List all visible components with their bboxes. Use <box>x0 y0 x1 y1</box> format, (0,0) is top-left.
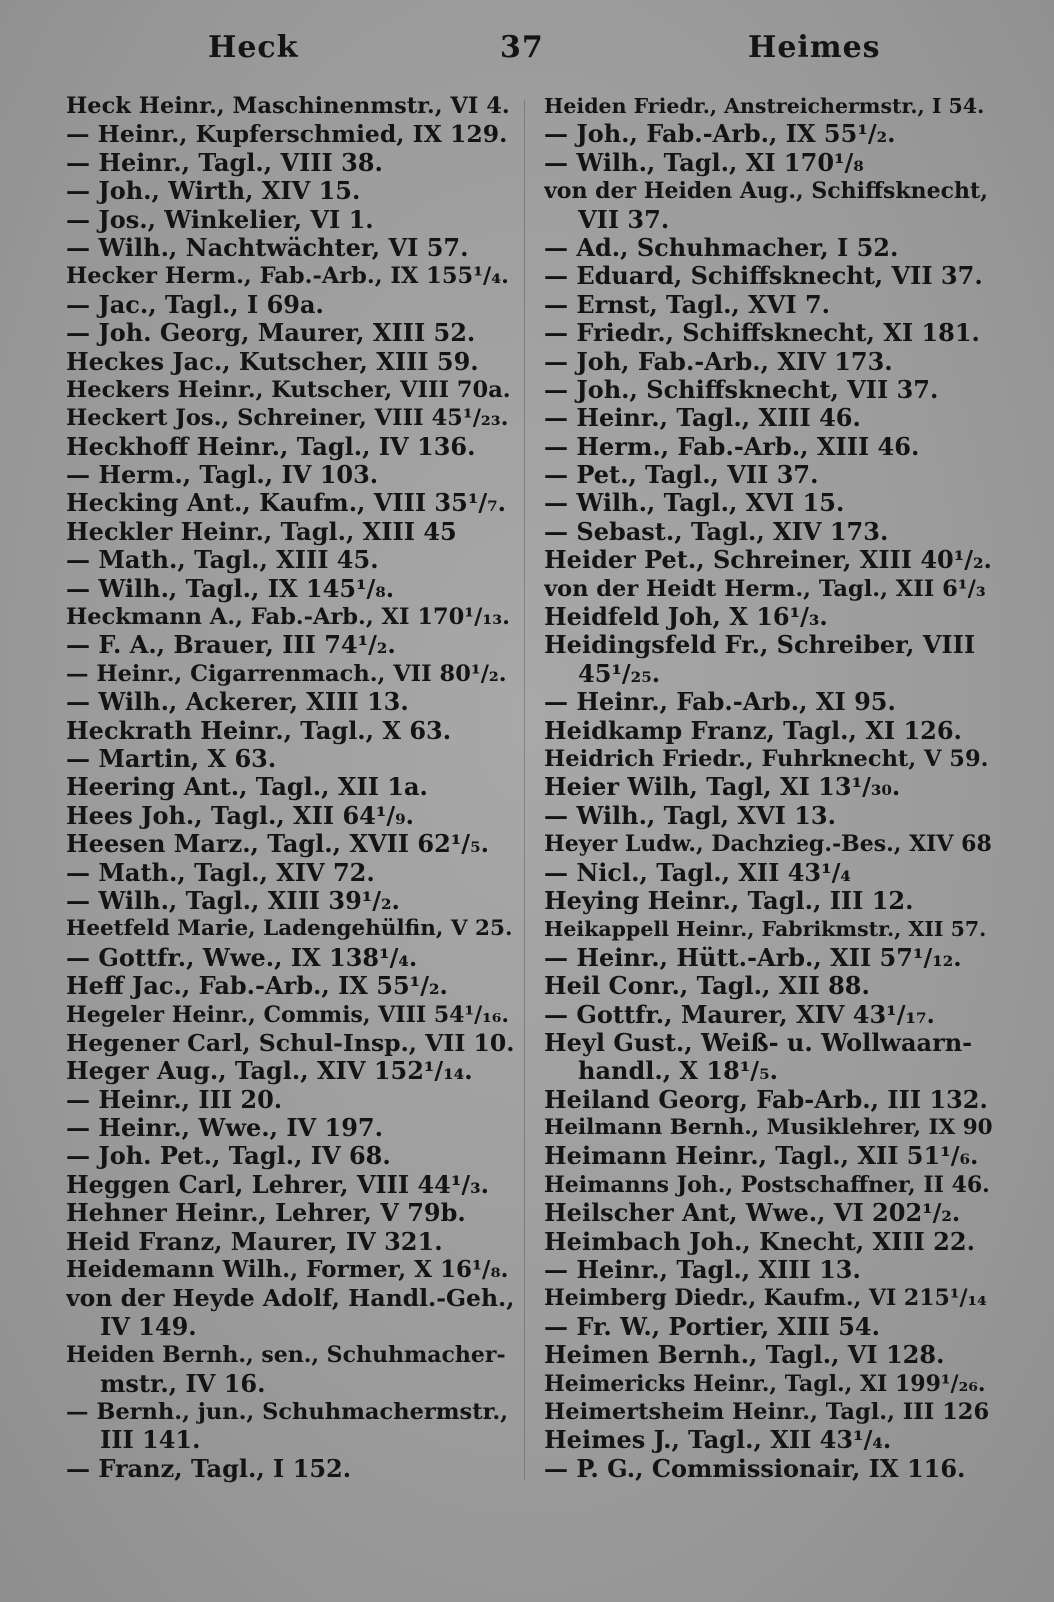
directory-entry: Heidkamp Franz, Tagl., XI 126. <box>544 716 962 745</box>
directory-entry: — Heinr., Fab.-Arb., XI 95. <box>544 688 896 717</box>
entry-continuation-line: 45¹/₂₅. <box>578 659 661 688</box>
directory-entry: — Gottfr., Maurer, XIV 43¹/₁₇. <box>544 1000 935 1029</box>
directory-entry: — Wilh., Tagl, XVI 13. <box>544 801 836 830</box>
directory-entry: — Herm., Tagl., IV 103. <box>66 461 379 490</box>
directory-entry: — Heinr., Wwe., IV 197. <box>66 1114 383 1143</box>
page-header <box>0 30 1054 70</box>
directory-entry: — Ernst, Tagl., XVI 7. <box>544 290 831 319</box>
directory-entry: Hecking Ant., Kaufm., VIII 35¹/₇. <box>66 489 506 518</box>
directory-entry: Heider Pet., Schreiner, XIII 40¹/₂. <box>544 546 992 575</box>
directory-entry: — Joh. Georg, Maurer, XIII 52. <box>66 319 476 348</box>
directory-entry: Heckhoff Heinr., Tagl., IV 136. <box>66 432 476 461</box>
directory-entry: — Friedr., Schiffsknecht, XI 181. <box>544 319 980 348</box>
directory-entry: — Heinr., Tagl., XIII 46. <box>544 404 861 433</box>
directory-entry: Heying Heinr., Tagl., III 12. <box>544 886 914 915</box>
directory-entry: Heimann Heinr., Tagl., XII 51¹/₆. <box>544 1142 979 1171</box>
header-left-keyword: Heck <box>208 30 299 65</box>
directory-entry: — Math., Tagl., XIII 45. <box>66 546 379 575</box>
directory-entry: — Martin, X 63. <box>66 744 277 773</box>
directory-entry: — Wilh., Nachtwächter, VI 57. <box>66 233 469 262</box>
directory-entry: Heger Aug., Tagl., XIV 152¹/₁₄. <box>66 1057 473 1086</box>
directory-entry: — Eduard, Schiffsknecht, VII 37. <box>544 262 983 291</box>
directory-entry: Heidrich Friedr., Fuhrknecht, V 59. <box>544 745 989 772</box>
directory-entry: Heimertsheim Heinr., Tagl., III 126 <box>544 1398 990 1425</box>
directory-entry: — Math., Tagl., XIV 72. <box>66 858 375 887</box>
directory-entry: Hees Joh., Tagl., XII 64¹/₉. <box>66 801 415 830</box>
directory-entry: — Wilh., Ackerer, XIII 13. <box>66 688 409 717</box>
column-divider <box>524 100 525 1480</box>
directory-entry: — Herm., Fab.-Arb., XIII 46. <box>544 432 920 461</box>
directory-entry: — Wilh., Tagl., XIII 39¹/₂. <box>66 886 400 915</box>
directory-entry: — Heinr., Tagl., XIII 13. <box>544 1256 861 1285</box>
directory-entry: — Wilh., Tagl., XVI 15. <box>544 489 845 518</box>
directory-entry: — Nicl., Tagl., XII 43¹/₄ <box>544 858 851 887</box>
directory-entry: — Heinr., Cigarrenmach., VII 80¹/₂. <box>66 660 507 687</box>
directory-entry: Heimes J., Tagl., XII 43¹/₄. <box>544 1426 892 1455</box>
directory-entry: Heckmann A., Fab.-Arb., XI 170¹/₁₃. <box>66 604 510 631</box>
directory-entry: Heff Jac., Fab.-Arb., IX 55¹/₂. <box>66 972 448 1001</box>
header-right-keyword: Heimes <box>748 30 881 65</box>
directory-entry: — Wilh., Tagl., IX 145¹/₈. <box>66 574 395 603</box>
directory-entry: Heiland Georg, Fab-Arb., III 132. <box>544 1085 988 1114</box>
directory-entry: — Joh., Schiffsknecht, VII 37. <box>544 375 939 404</box>
directory-entry: — Heinr., III 20. <box>66 1085 283 1114</box>
directory-entry: Heckrath Heinr., Tagl., X 63. <box>66 716 452 745</box>
directory-entry: — Joh. Pet., Tagl., IV 68. <box>66 1142 391 1171</box>
directory-entry: Heikappell Heinr., Fabrikmstr., XII 57. <box>544 917 987 942</box>
directory-entry: Hegener Carl, Schul-Insp., VII 10. <box>66 1028 514 1057</box>
directory-entry: — Pet., Tagl., VII 37. <box>544 461 819 490</box>
directory-entry: Heimen Bernh., Tagl., VI 128. <box>544 1341 945 1370</box>
directory-entry: Heesen Marz., Tagl., XVII 62¹/₅. <box>66 830 489 859</box>
entry-continuation-line: IV 149. <box>100 1312 197 1341</box>
directory-entry: — Gottfr., Wwe., IX 138¹/₄. <box>66 943 418 972</box>
directory-entry: Hegeler Heinr., Commis, VIII 54¹/₁₆. <box>66 1001 510 1028</box>
directory-entry: Heck Heinr., Maschinenmstr., VI 4. <box>66 93 510 119</box>
directory-entry: Heid Franz, Maurer, IV 321. <box>66 1227 443 1256</box>
directory-entry: Heckler Heinr., Tagl., XIII 45 <box>66 517 457 546</box>
directory-entry: Heilmann Bernh., Musiklehrer, IX 90 <box>544 1115 993 1141</box>
entry-continuation-line: mstr., IV 16. <box>100 1369 266 1398</box>
directory-entry: Heidfeld Joh, X 16¹/₃. <box>544 603 828 632</box>
directory-entry: Heimanns Joh., Postschaffner, II 46. <box>544 1171 990 1198</box>
directory-entry: Heidemann Wilh., Former, X 16¹/₈. <box>66 1256 509 1284</box>
directory-entry: Heimericks Heinr., Tagl., XI 199¹/₂₆. <box>544 1370 986 1397</box>
directory-entry: — Franz, Tagl., I 152. <box>66 1454 352 1483</box>
page-number: 37 <box>500 30 544 65</box>
directory-entry: Heckers Heinr., Kutscher, VIII 70a. <box>66 376 511 403</box>
directory-entry: Heil Conr., Tagl., XII 88. <box>544 972 870 1001</box>
directory-entry: — P. G., Commissionair, IX 116. <box>544 1454 966 1483</box>
left-column <box>66 92 514 1483</box>
directory-entry: Heier Wilh, Tagl, XI 13¹/₃₀. <box>544 773 901 802</box>
directory-entry: Heering Ant., Tagl., XII 1a. <box>66 773 428 802</box>
directory-entry: — Fr. W., Portier, XIII 54. <box>544 1312 880 1341</box>
directory-entry: von der Heidt Herm., Tagl., XII 6¹/₃ <box>544 575 986 602</box>
directory-entry: Heckes Jac., Kutscher, XIII 59. <box>66 347 479 376</box>
directory-entry: — Ad., Schuhmacher, I 52. <box>544 233 899 262</box>
directory-entry: Heimberg Diedr., Kaufm., VI 215¹/₁₄ <box>544 1285 987 1312</box>
directory-entry: — Heinr., Kupferschmied, IX 129. <box>66 120 508 149</box>
right-column <box>544 92 994 1483</box>
directory-entry: — Joh., Wirth, XIV 15. <box>66 177 361 206</box>
directory-entry: von der Heiden Aug., Schiffsknecht, <box>544 178 988 205</box>
directory-entry: Heckert Jos., Schreiner, VIII 45¹/₂₃. <box>66 405 509 432</box>
directory-entry: Heilscher Ant, Wwe., VI 202¹/₂. <box>544 1199 961 1228</box>
entry-continuation-line: VII 37. <box>578 205 670 234</box>
directory-entry: Hehner Heinr., Lehrer, V 79b. <box>66 1199 466 1228</box>
directory-entry: — Heinr., Tagl., VIII 38. <box>66 148 383 177</box>
directory-entry: — Jac., Tagl., I 69a. <box>66 290 324 319</box>
directory-entry: — Wilh., Tagl., XI 170¹/₈ <box>544 148 864 177</box>
directory-entry: Heiden Friedr., Anstreichermstr., I 54. <box>544 94 985 118</box>
directory-entry: Heiden Bernh., sen., Schuhmacher- <box>66 1342 506 1369</box>
directory-entry: — Bernh., jun., Schuhmachermstr., <box>66 1398 509 1425</box>
directory-entry: Heimbach Joh., Knecht, XIII 22. <box>544 1227 975 1256</box>
directory-entry: — Jos., Winkelier, VI 1. <box>66 205 374 234</box>
directory-entry: Heggen Carl, Lehrer, VIII 44¹/₃. <box>66 1170 490 1199</box>
entry-continuation-line: handl., X 18¹/₅. <box>578 1057 778 1086</box>
directory-entry: Heetfeld Marie, Ladengehülfin, V 25. <box>66 916 513 942</box>
directory-entry: — F. A., Brauer, III 74¹/₂. <box>66 631 396 660</box>
directory-entry: — Joh., Fab.-Arb., IX 55¹/₂. <box>544 120 896 149</box>
entry-continuation-line: III 141. <box>100 1426 201 1455</box>
directory-entry: Heidingsfeld Fr., Schreiber, VIII <box>544 631 976 660</box>
directory-entry: Heyer Ludw., Dachzieg.-Bes., XIV 68 <box>544 831 992 858</box>
directory-entry: von der Heyde Adolf, Handl.-Geh., <box>66 1284 514 1313</box>
directory-entry: — Heinr., Hütt.-Arb., XII 57¹/₁₂. <box>544 943 962 972</box>
directory-entry: — Sebast., Tagl., XIV 173. <box>544 517 889 546</box>
directory-entry: Heyl Gust., Weiß- u. Wollwaarn- <box>544 1028 973 1057</box>
directory-entry: Hecker Herm., Fab.-Arb., IX 155¹/₄. <box>66 263 509 290</box>
directory-entry: — Joh, Fab.-Arb., XIV 173. <box>544 347 893 376</box>
